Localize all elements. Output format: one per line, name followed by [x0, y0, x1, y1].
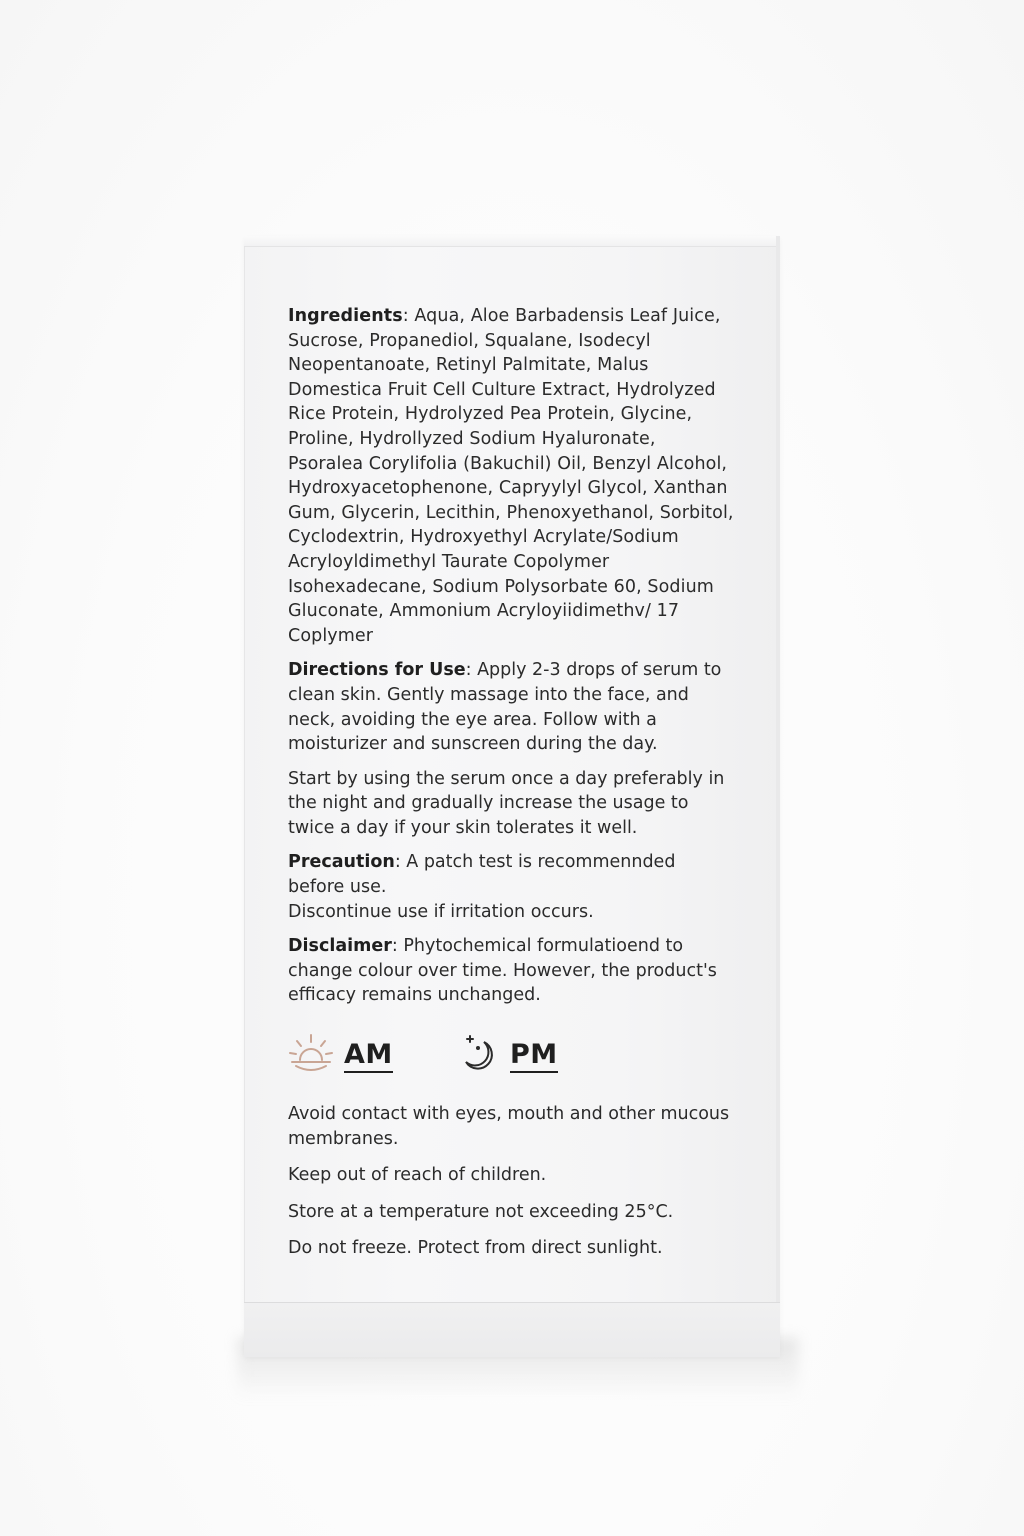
am-usage: [288, 1030, 393, 1082]
precaution-paragraph: Precaution: A patch test is recommennded before use. Discontinue use if irritation occurs.: [288, 852, 676, 922]
ingredients-paragraph: Ingredients: Aqua, Aloe Barbadensis Leaf Juice, Sucrose, Propanediol, Squalane, Isodecyl Neopentanoate, Retinyl Palmitate, Malus Domestica Fruit Cell Culture Extract, Hydrolyzed Rice Protein, Hydrolyzed Pea Protein, Glycine, Proline, Hydrollyzed Sodium Hyaluronate, Psoralea Corylifolia (Bakuchil) Oil, Benzyl Alcohol, Hydroxyacetophenone, Capryylyl Glycol, Xanthan Gum, Glycerin, Lecithin, Phenoxyethanol, Sorbitol, Cyclodextrin, Hydroxyethyl Acrylate/Sodium Acryloyldimethyl Taurate Copolymer Isohexadecane, Sodium Polysorbate 60, Sodium Gluconate, Ammonium Acryloyiidimethv/ 17 Coplymer: [288, 306, 734, 646]
box-bottom-flap: [244, 1302, 780, 1357]
warning-line: Keep out of reach of children.: [288, 1165, 547, 1186]
directions-label: Directions for Use: [288, 660, 466, 681]
box-right-edge: [776, 236, 780, 1356]
disclaimer-text: Phytochemical formulatioend to change colour over time. However, the product's efficacy remains unchanged.: [288, 936, 717, 1006]
ingredients-label: Ingredients: [288, 306, 403, 326]
pm-label: PM: [510, 1040, 558, 1073]
usage-note-paragraph: Start by using the serum once a day preferably in the night and gradually increase the usage to twice a day if your skin tolerates it well.: [288, 768, 725, 838]
precaution-label: Precaution: [288, 852, 395, 873]
usage-time-icons: [288, 1030, 734, 1090]
disclaimer-label: Disclaimer: [288, 936, 392, 957]
product-box-back-panel: [244, 236, 780, 1356]
warning-line: Store at a temperature not exceeding 25°C.: [288, 1201, 674, 1222]
pm-usage: [460, 1030, 558, 1082]
warnings-block: [288, 1102, 734, 1273]
precaution-text-2: Discontinue use if irritation occurs.: [288, 901, 594, 922]
label-text-block: [288, 304, 734, 1018]
directions-paragraph: Directions for Use: Apply 2-3 drops of serum to clean skin. Gently massage into the face, and neck, avoiding the eye area. Follow with a moisturizer and sunscreen during the day.: [288, 660, 722, 755]
warning-line: Do not freeze. Protect from direct sunlight.: [288, 1238, 663, 1259]
moon-icon: [460, 1032, 500, 1080]
am-label: AM: [344, 1040, 393, 1073]
box-top-edge: [244, 236, 780, 247]
warning-line: Avoid contact with eyes, mouth and other mucous membranes.: [288, 1104, 730, 1149]
directions-text: Apply 2-3 drops of serum to clean skin. Gently massage into the face, and neck, avoiding the eye area. Follow with a moisturizer and sunscreen during the day.: [288, 660, 722, 755]
disclaimer-paragraph: Disclaimer: Phytochemical formulatioend to change colour over time. However, the product's efficacy remains unchanged.: [288, 936, 717, 1006]
precaution-text: A patch test is recommennded before use.: [288, 852, 676, 898]
sunrise-icon: [288, 1032, 334, 1080]
ingredients-text: Aqua, Aloe Barbadensis Leaf Juice, Sucrose, Propanediol, Squalane, Isodecyl Neopentanoate, Retinyl Palmitate, Malus Domestica Fruit Cell Culture Extract, Hydrolyzed Rice Protein, Hydrolyzed Pea Protein, Glycine, Proline, Hydrollyzed Sodium Hyaluronate, Psoralea Corylifolia (Bakuchil) Oil, Benzyl Alcohol, Hydroxyacetophenone, Capryylyl Glycol, Xanthan Gum, Glycerin, Lecithin, Phenoxyethanol, Sorbitol, Cyclodextrin, Hydroxyethyl Acrylate/Sodium Acryloyldimethyl Taurate Copolymer Isohexadecane, Sodium Polysorbate 60, Sodium Gluconate, Ammonium Acryloyiidimethv/ 17 Coplymer: [288, 306, 734, 646]
